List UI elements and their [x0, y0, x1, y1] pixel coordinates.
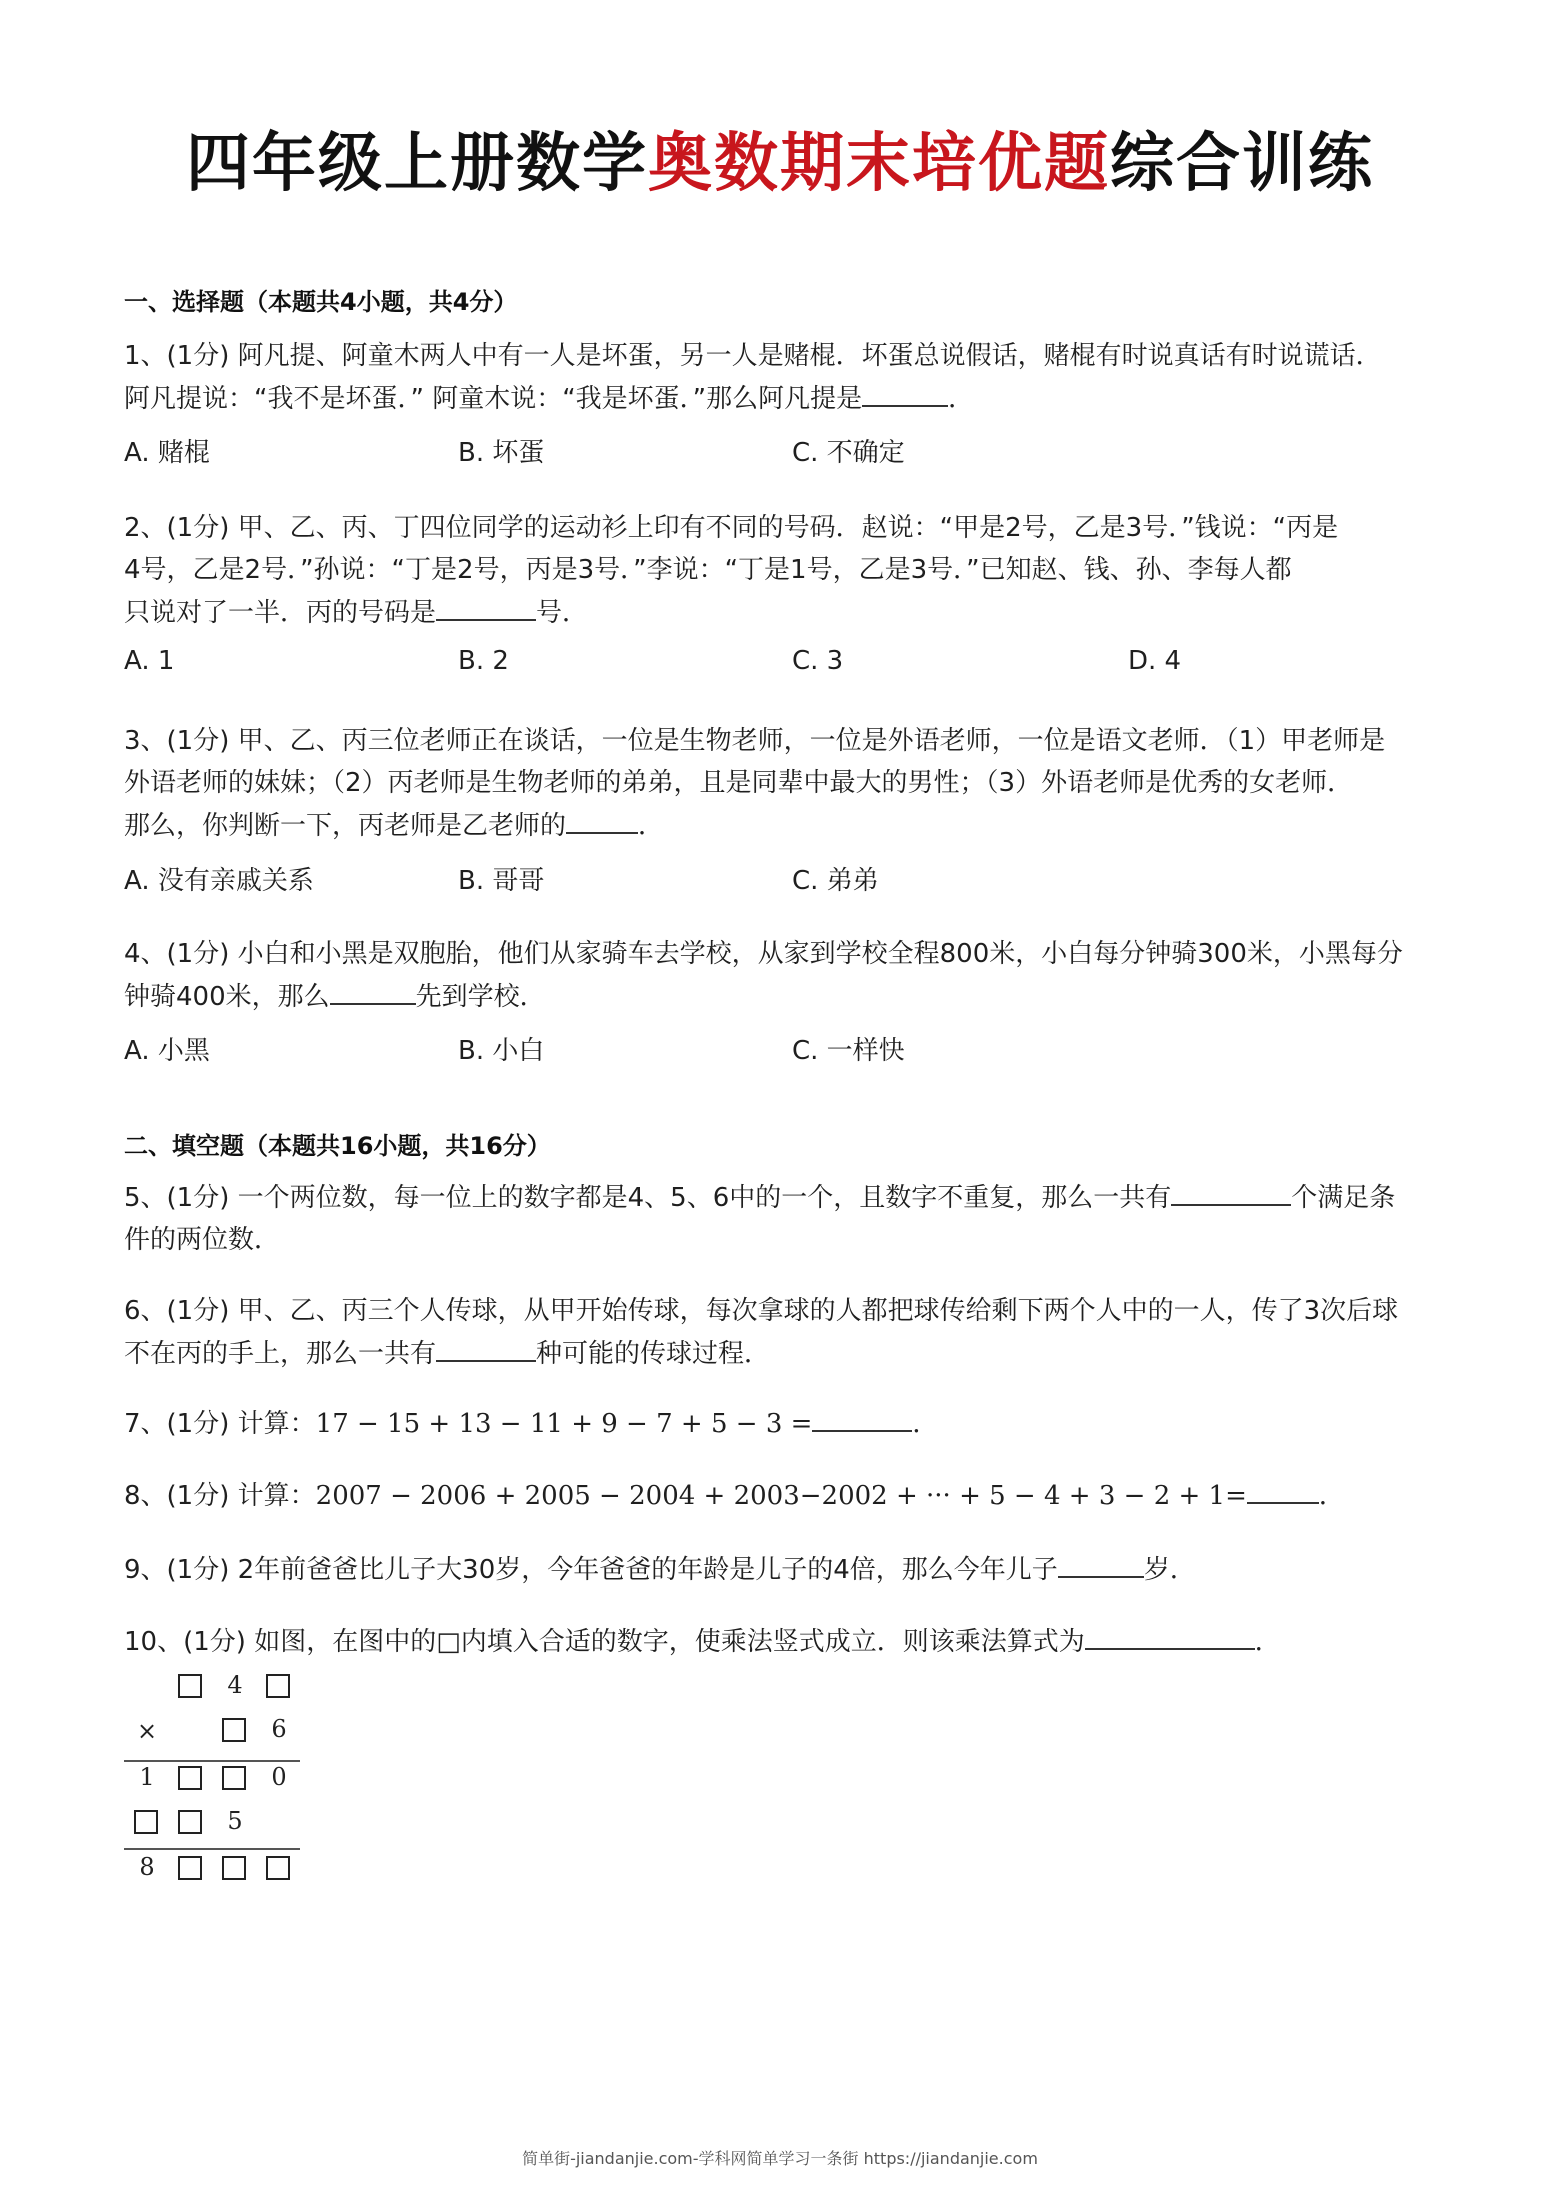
digit: 1 [139, 1763, 155, 1791]
digit-box[interactable] [178, 1810, 202, 1834]
answer-blank[interactable] [1058, 1548, 1144, 1578]
question-6 [124, 1290, 1464, 1375]
question-3 [124, 720, 1464, 847]
section-heading-choice: 一、选择题（本题共4小题，共4分） [124, 288, 518, 316]
question-tail: ． [948, 384, 975, 414]
option-a[interactable]: A. 赌棍 [124, 438, 210, 468]
question-text: 如图，在图中的□内填入合适的数字，使乘法竖式成立．则该乘法算式为 [254, 1627, 1085, 1657]
section-heading-fill: 二、填空题（本题共16小题，共16分） [124, 1132, 551, 1160]
answer-blank[interactable] [1247, 1474, 1319, 1504]
question-5 [124, 1176, 1464, 1261]
question-text: 甲、乙、丙、丁四位同学的运动衫上印有不同的号码．赵说：“甲是2号，乙是3号．”钱说：“丙是 [237, 513, 1339, 543]
question-4 [124, 933, 1464, 1018]
digit: 8 [139, 1853, 155, 1881]
question-text: 一个两位数，每一位上的数字都是4、5、6中的一个，且数字不重复，那么一共有 [237, 1183, 1172, 1213]
question-2 [124, 507, 1464, 634]
question-7 [124, 1402, 1464, 1445]
answer-blank[interactable] [812, 1402, 912, 1432]
digit: 5 [227, 1807, 243, 1835]
question-text: 阿凡提、阿童木两人中有一人是坏蛋，另一人是赌棍．坏蛋总说假话，赌棍有时说真话有时说谎话． [237, 341, 1382, 371]
question-tail: ． [1318, 1481, 1345, 1511]
question-text: 只说对了一半．丙的号码是 [124, 598, 437, 628]
question-9 [124, 1548, 1464, 1591]
answer-blank[interactable] [330, 975, 416, 1005]
digit-box[interactable] [222, 1718, 246, 1742]
question-number: 3、(1分) [124, 726, 230, 756]
question-label: 计算： [237, 1409, 316, 1439]
question-number: 1、(1分) [124, 341, 230, 371]
vertical-multiplication-diagram [124, 1668, 304, 1888]
question-number: 10、(1分) [124, 1627, 246, 1657]
question-text: 件的两位数． [124, 1225, 281, 1255]
question-text: 种可能的传球过程． [536, 1339, 771, 1369]
digit-box[interactable] [178, 1856, 202, 1880]
question-text: 4号，乙是2号．”孙说：“丁是2号，丙是3号．”李说：“丁是1号，乙是3号．”已知赵、钱、孙、李每人都 [124, 555, 1292, 585]
question-text: 钟骑400米，那么 [124, 982, 330, 1012]
math-expression: 2007 − 2006 + 2005 − 2004 + 2003−2002 + ··· + 5 − 4 + 3 − 2 + 1= [315, 1481, 1247, 1511]
question-text: 外语老师的妹妹；（2）丙老师是生物老师的弟弟，且是同辈中最大的男性；（3）外语老师是优秀的女老师． [124, 768, 1354, 798]
answer-blank[interactable] [436, 1332, 536, 1362]
question-text: 阿凡提说：“我不是坏蛋．” 阿童木说：“我是坏蛋．”那么阿凡提是 [124, 384, 863, 414]
option-b[interactable]: B. 小白 [458, 1036, 545, 1066]
option-c[interactable]: C. 弟弟 [792, 866, 879, 896]
title-part-black-1: 四年级上册数学 [186, 127, 648, 201]
answer-blank[interactable] [1085, 1620, 1255, 1650]
question-tail: ． [912, 1409, 939, 1439]
question-text: 小白和小黑是双胞胎，他们从家骑车去学校，从家到学校全程800米，小白每分钟骑300米，小黑每分 [237, 939, 1403, 969]
option-c[interactable]: C. 不确定 [792, 438, 905, 468]
digit-box[interactable] [222, 1766, 246, 1790]
math-expression: 17 − 15 + 13 − 11 + 9 − 7 + 5 − 3 = [315, 1409, 813, 1439]
option-a[interactable]: A. 1 [124, 646, 175, 676]
option-a[interactable]: A. 没有亲戚关系 [124, 866, 314, 896]
multiply-sign: × [136, 1717, 158, 1745]
digit-box[interactable] [178, 1674, 202, 1698]
question-number: 8、(1分) [124, 1481, 230, 1511]
question-10 [124, 1620, 1464, 1663]
question-text: 2年前爸爸比儿子大30岁，今年爸爸的年龄是儿子的4倍，那么今年儿子 [237, 1555, 1058, 1585]
question-number: 4、(1分) [124, 939, 230, 969]
question-number: 9、(1分) [124, 1555, 230, 1585]
answer-blank[interactable] [436, 591, 536, 621]
question-tail: 号． [536, 598, 589, 628]
question-text: 甲、乙、丙三个人传球，从甲开始传球，每次拿球的人都把球传给剩下两个人中的一人，传了3次后球 [237, 1296, 1399, 1326]
document-title [0, 112, 1560, 204]
option-c[interactable]: C. 3 [792, 646, 844, 676]
digit-box[interactable] [178, 1766, 202, 1790]
question-text: ． [1254, 1627, 1281, 1657]
answer-blank[interactable] [1171, 1176, 1291, 1206]
option-d[interactable]: D. 4 [1128, 646, 1182, 676]
option-b[interactable]: B. 哥哥 [458, 866, 545, 896]
question-tail: ． [638, 811, 665, 841]
answer-blank[interactable] [862, 377, 948, 407]
digit-box[interactable] [266, 1674, 290, 1698]
digit-box[interactable] [266, 1856, 290, 1880]
question-number: 5、(1分) [124, 1183, 230, 1213]
digit: 0 [271, 1763, 287, 1791]
question-text: 甲、乙、丙三位老师正在谈话，一位是生物老师，一位是外语老师，一位是语文老师．（1）甲老师是 [237, 726, 1386, 756]
question-8 [124, 1474, 1464, 1517]
option-c[interactable]: C. 一样快 [792, 1036, 905, 1066]
divider-line [124, 1760, 300, 1762]
question-number: 7、(1分) [124, 1409, 230, 1439]
question-number: 6、(1分) [124, 1296, 230, 1326]
option-a[interactable]: A. 小黑 [124, 1036, 210, 1066]
question-text: 不在丙的手上，那么一共有 [124, 1339, 437, 1369]
question-1 [124, 335, 1464, 420]
question-number: 2、(1分) [124, 513, 230, 543]
digit-box[interactable] [222, 1856, 246, 1880]
digit-box[interactable] [134, 1810, 158, 1834]
question-text: 个满足条 [1291, 1183, 1396, 1213]
divider-line [124, 1848, 300, 1850]
answer-blank[interactable] [566, 804, 638, 834]
option-b[interactable]: B. 2 [458, 646, 509, 676]
question-tail: 先到学校． [415, 982, 546, 1012]
option-b[interactable]: B. 坏蛋 [458, 438, 545, 468]
question-label: 计算： [237, 1481, 316, 1511]
question-text: 那么，你判断一下，丙老师是乙老师的 [124, 811, 567, 841]
digit: 6 [271, 1715, 287, 1743]
title-part-black-2: 综合训练 [1110, 127, 1374, 201]
footer-watermark: 简单街-jiandanjie.com-学科网简单学习一条街 https://jiandanjie.com [522, 2149, 1038, 2168]
digit: 4 [227, 1671, 243, 1699]
title-part-red: 奥数期末培优题 [648, 127, 1110, 201]
question-text: 岁． [1143, 1555, 1196, 1585]
